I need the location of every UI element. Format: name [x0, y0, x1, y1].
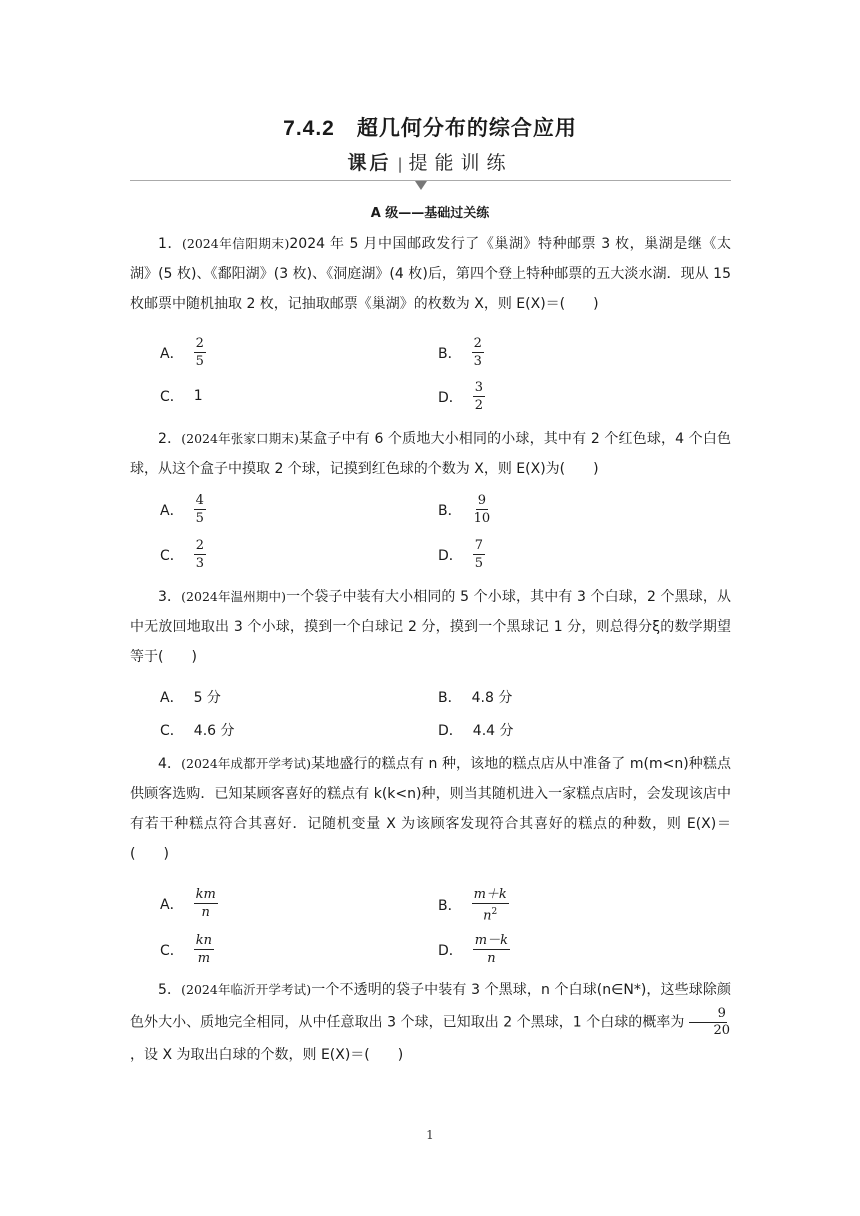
- fraction: $\frac{m-k}{n}$: [474, 933, 508, 966]
- q2-option-c: C． $\frac{2}{3}$: [160, 538, 205, 571]
- question-number: 1．: [158, 236, 183, 252]
- page-title: [0, 112, 860, 142]
- q4-option-b: B． $\frac{m+k}{n^2}$: [438, 887, 507, 924]
- q3-option-d: D． 4.4 分: [438, 723, 514, 739]
- q1-option-a: A． $\frac{2}{5}$: [160, 336, 204, 369]
- fraction: $\frac{4}{5}$: [195, 493, 204, 526]
- fraction: $\frac{km}{n}$: [195, 887, 216, 920]
- fraction: $\frac{2}{3}$: [473, 336, 482, 369]
- q1-option-c: C． 1: [160, 388, 203, 405]
- fraction: $\frac{3}{2}$: [474, 380, 484, 413]
- question-source: (2024年信阳期末): [182, 236, 290, 251]
- fraction: $\frac{2}{3}$: [195, 538, 205, 571]
- question-text: 某地盛行的糕点有 n 种，该地的糕点店从中准备了 m(m<n)种糕点供顾客选购．已知某顾客喜好的糕点有 k(k<n)种，则当其随机进入一家糕点店时，会发现该店中有若干种糕点符合其喜好．记随机变量 X 为该顾客发现符合其喜好的糕点的种数，则 E(X)＝( ): [130, 756, 731, 862]
- fraction: $\frac{9}{20}$: [685, 1006, 730, 1039]
- fraction: $\frac{9}{10}$: [473, 493, 491, 526]
- subtitle-divider: |: [397, 155, 403, 173]
- q3-option-a: A． 5 分: [160, 690, 221, 706]
- fraction: $\frac{7}{5}$: [474, 538, 484, 571]
- q4-option-d: D． $\frac{m-k}{n}$: [438, 933, 508, 966]
- question-1: [130, 229, 731, 319]
- q4-option-c: C． $\frac{kn}{m}$: [160, 933, 213, 966]
- q2-option-a: A． $\frac{4}{5}$: [160, 493, 204, 526]
- question-3: [130, 582, 731, 672]
- fraction: $\frac{m+k}{n^2}$: [473, 887, 507, 924]
- header-rule: [130, 180, 731, 181]
- fraction: $\frac{kn}{m}$: [195, 933, 213, 966]
- subtitle: [0, 148, 860, 175]
- page-number: 1: [426, 1128, 434, 1142]
- question-number: 4．: [158, 756, 182, 772]
- question-source: (2024年成都开学考试): [181, 756, 312, 771]
- question-text-tail: ，设 X 为取出白球的个数，则 E(X)＝( ): [130, 1047, 404, 1063]
- q2-option-b: B． $\frac{9}{10}$: [438, 493, 491, 526]
- section-heading: A 级——基础过关练: [370, 206, 490, 221]
- section-number: 7.4.2: [283, 117, 335, 140]
- question-text: 某盒子中有 6 个质地大小相同的小球，其中有 2 个红色球，4 个白色球，从这个盒子中摸取 2 个球，记摸到红色球的个数为 X，则 E(X)为( ): [130, 431, 731, 477]
- question-number: 5．: [158, 982, 182, 998]
- triangle-marker-icon: [415, 181, 427, 190]
- question-source: (2024年临沂开学考试): [181, 982, 312, 997]
- question-number: 3．: [158, 589, 182, 605]
- subtitle-right: 提能训练: [408, 152, 513, 174]
- q1-option-d: D． $\frac{3}{2}$: [438, 380, 484, 413]
- subtitle-left: 课后: [347, 152, 392, 174]
- q3-option-c: C． 4.6 分: [160, 723, 235, 739]
- question-2: [130, 424, 731, 484]
- question-source: (2024年张家口期末): [181, 431, 299, 446]
- question-4: [130, 749, 731, 869]
- q4-option-a: A． $\frac{km}{n}$: [160, 887, 216, 920]
- q2-option-d: D． $\frac{7}{5}$: [438, 538, 484, 571]
- question-source: (2024年温州期中): [181, 589, 286, 604]
- q3-option-b: B． 4.8 分: [438, 690, 513, 706]
- title-text: 超几何分布的综合应用: [356, 117, 577, 140]
- question-number: 2．: [158, 431, 182, 447]
- question-text: 一个不透明的袋子中装有 3 个黑球，n 个白球(n∈N*)，这些球除颜色外大小、质地完全相同，从中任意取出 3 个球，已知取出 2 个黑球，1 个白球的概率为: [130, 982, 731, 1031]
- question-5: [130, 974, 731, 1071]
- question-text: 2024 年 5 月中国邮政发行了《巢湖》特种邮票 3 枚，巢湖是继《太湖》(5 枚)、《鄱阳湖》(3 枚)、《洞庭湖》(4 枚)后，第四个登上特种邮票的五大淡水湖．现从 15 枚邮票中随机抽取 2 枚，记抽取邮票《巢湖》的枚数为 X，则 E(X)＝( ): [130, 236, 731, 312]
- question-text: 一个袋子中装有大小相同的 5 个小球，其中有 3 个白球，2 个黑球，从中无放回地取出 3 个小球，摸到一个白球记 2 分，摸到一个黑球记 1 分，则总得分ξ的数学期望等于( ): [130, 589, 731, 665]
- fraction: $\frac{2}{5}$: [195, 336, 204, 369]
- q1-option-b: B． $\frac{2}{3}$: [438, 336, 482, 369]
